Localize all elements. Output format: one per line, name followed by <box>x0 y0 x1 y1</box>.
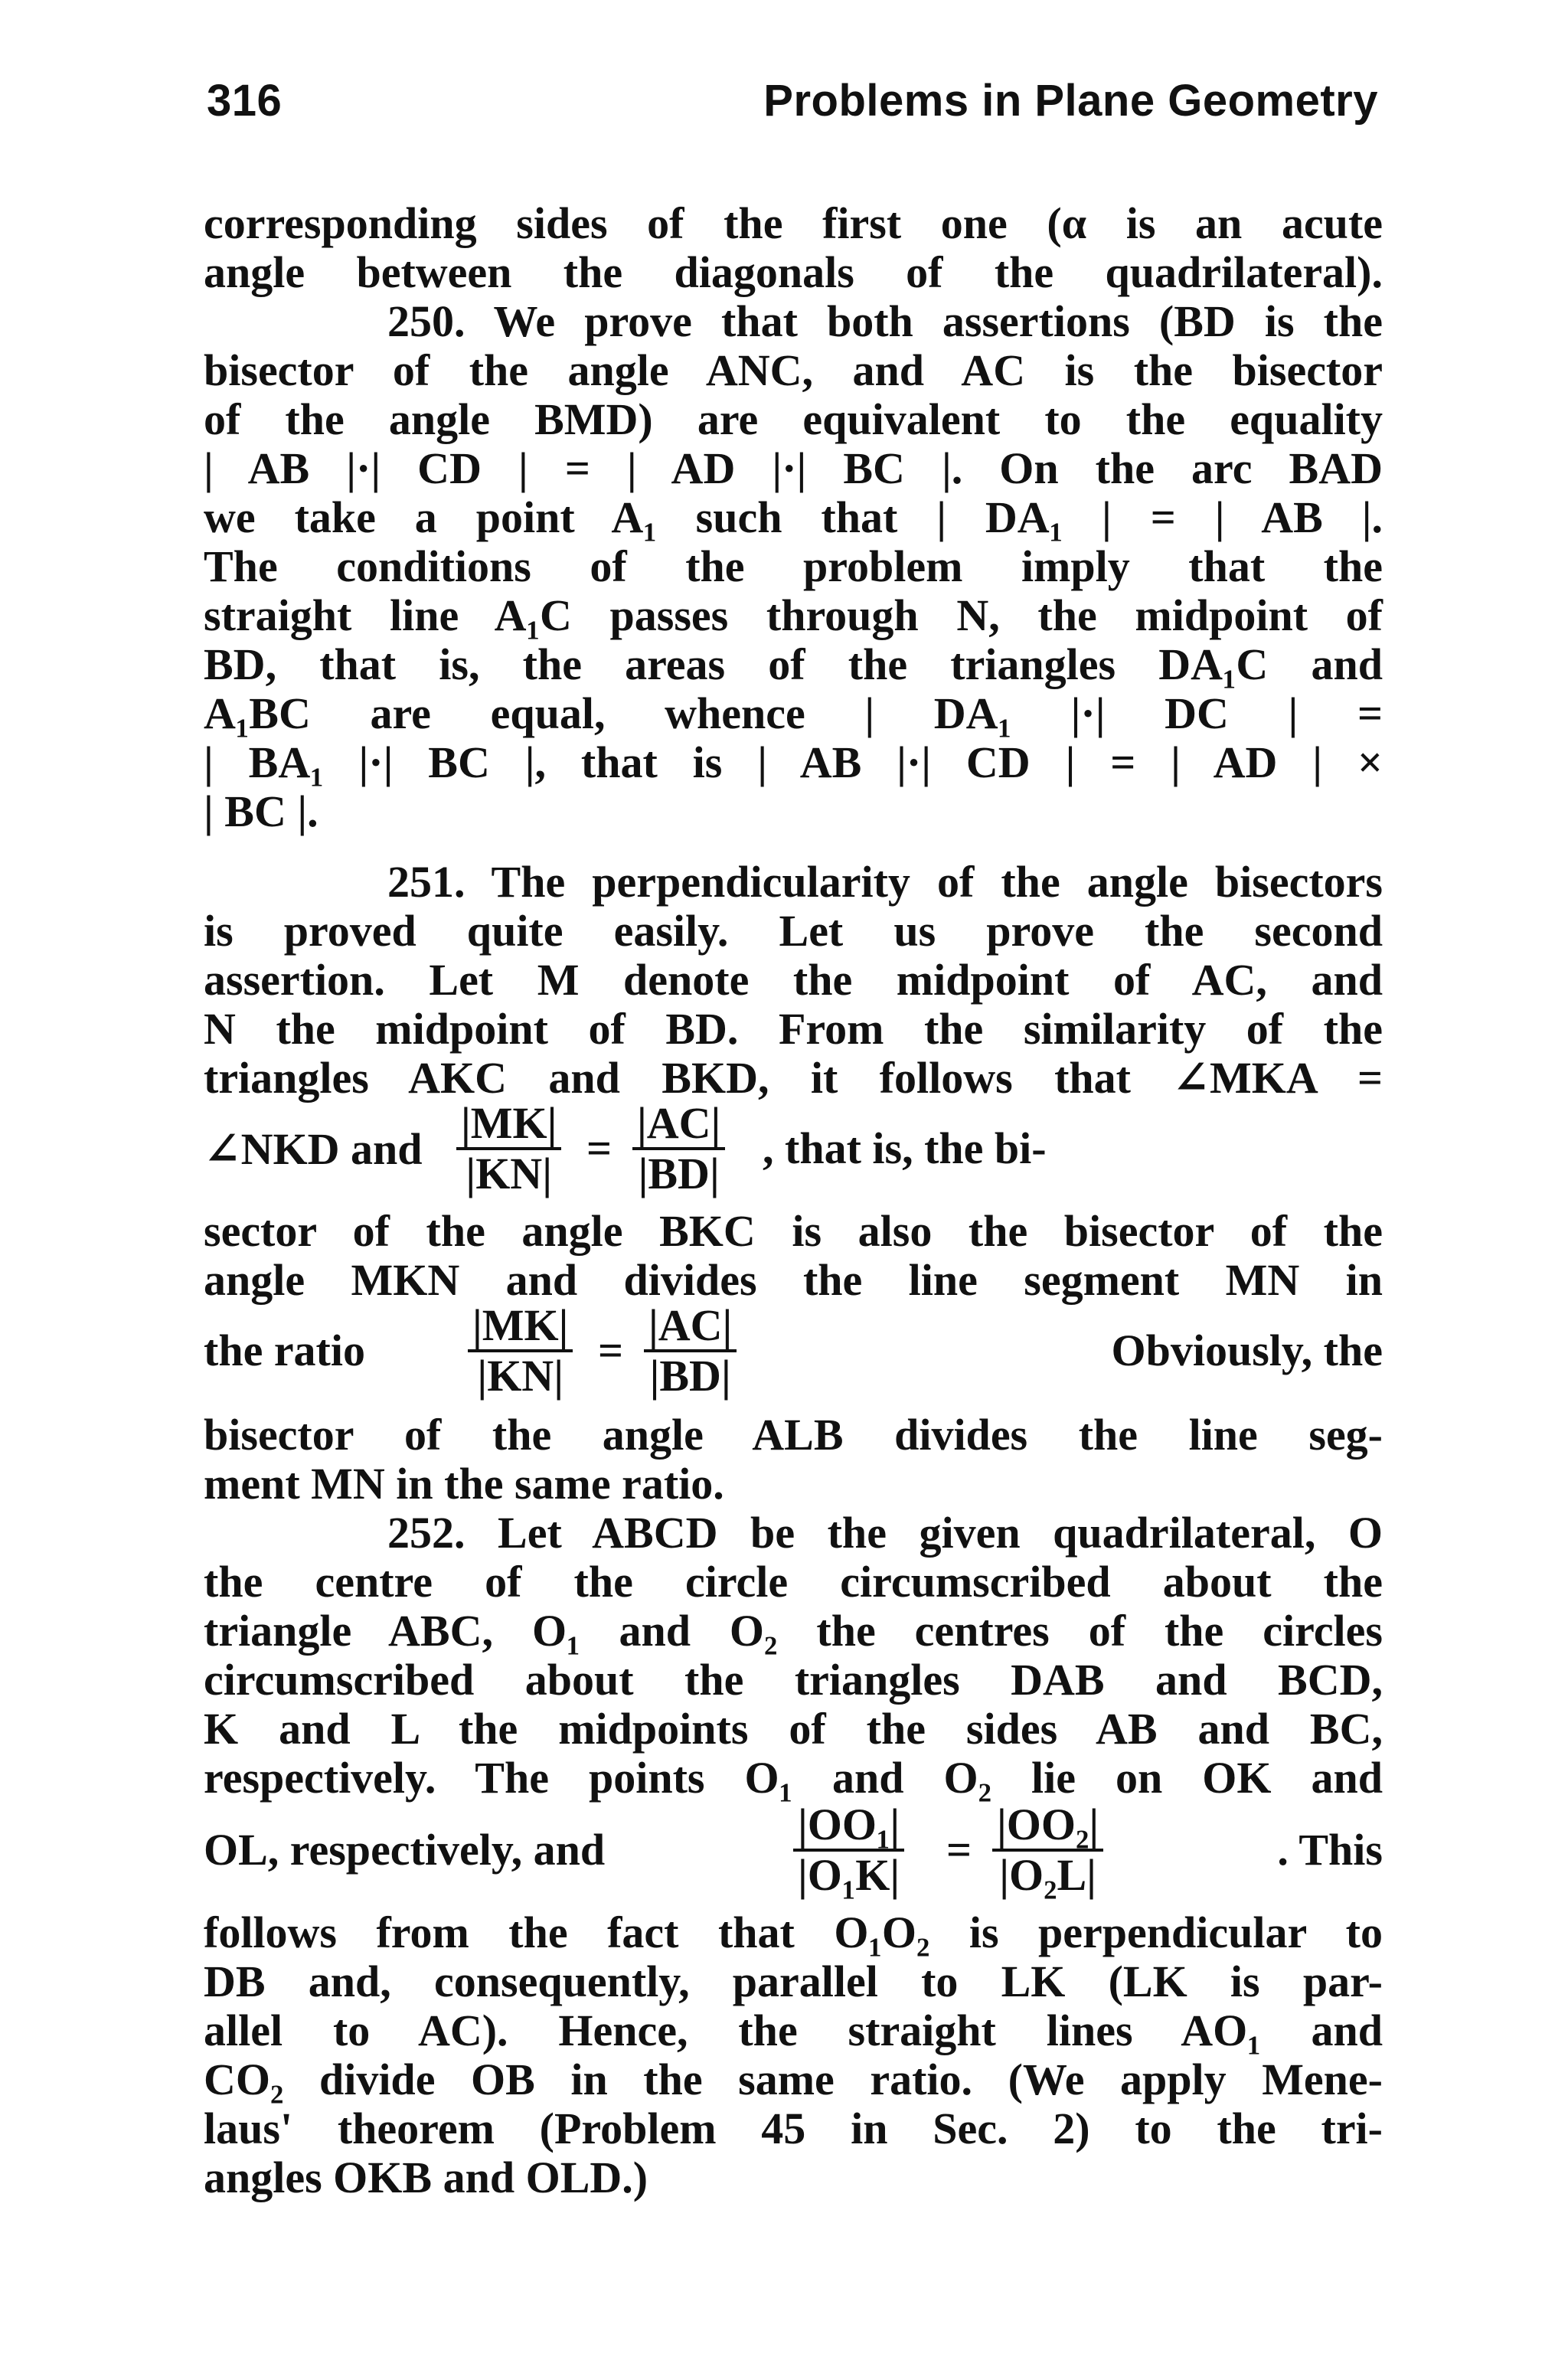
text-line: we take a point A₁ such that | DA₁ | = | AB |. <box>204 492 1383 542</box>
formula-line <box>204 1098 1383 1198</box>
fraction-denominator: |KN| <box>477 1351 564 1401</box>
text-line: 250. We prove that both assertions (BD is the <box>387 296 1383 346</box>
text-line: of the angle BMD) are equivalent to the equality <box>204 394 1383 444</box>
text-line: 251. The perpendicularity of the angle bisectors <box>387 857 1383 907</box>
text-line: The conditions of the problem imply that the <box>204 541 1383 591</box>
text-line: laus' theorem (Problem 45 in Sec. 2) to the tri- <box>204 2104 1383 2153</box>
text-line: triangle ABC, O₁ and O₂ the centres of the circles <box>204 1606 1383 1656</box>
text-line: ment MN in the same ratio. <box>204 1459 724 1509</box>
text-line: corresponding sides of the first one (α is an acute <box>204 198 1383 248</box>
text-line: sector of the angle BKC is also the bisector of the <box>204 1206 1383 1256</box>
text-line: circumscribed about the triangles DAB and BCD, <box>204 1655 1383 1705</box>
fraction-denominator: |BD| <box>649 1351 731 1401</box>
fraction-denominator: |O₂L| <box>999 1850 1096 1900</box>
text-line: DB and, consequently, parallel to LK (LK is par- <box>204 1957 1383 2006</box>
page-header <box>207 75 1378 136</box>
running-title: Problems in Plane Geometry <box>763 76 1378 126</box>
formula-line <box>204 1300 1383 1401</box>
text-line: allel to AC). Hence, the straight lines AO₁ and <box>204 2006 1383 2055</box>
text-line: bisector of the angle ALB divides the line seg- <box>204 1410 1383 1460</box>
fraction <box>793 1800 904 1900</box>
fraction-numerator: |AC| <box>644 1303 737 1352</box>
fraction <box>468 1300 573 1401</box>
text-line: angle between the diagonals of the quadrilateral). <box>204 247 1383 297</box>
formula-tail: . This <box>1277 1825 1383 1875</box>
text-line: bisector of the angle ANC, and AC is the bisector <box>204 345 1383 395</box>
text-line: | BA₁ |·| BC |, that is | AB |·| CD | = | AD | × <box>204 737 1383 787</box>
formula-lead: ∠NKD and <box>204 1124 423 1174</box>
fraction-denominator: |KN| <box>466 1149 552 1198</box>
fraction-denominator: |O₁K| <box>798 1850 900 1900</box>
text-line: assertion. Let M denote the midpoint of AC, and <box>204 955 1383 1005</box>
fraction-numerator: |OO₁| <box>793 1803 904 1852</box>
equals-sign: = <box>946 1825 972 1875</box>
formula-tail: , that is, the bi- <box>763 1123 1047 1173</box>
fraction-numerator: |MK| <box>456 1101 561 1150</box>
formula-line <box>204 1800 1383 1900</box>
fraction <box>456 1098 561 1198</box>
text-line: | AB |·| CD | = | AD |·| BC |. On the arc BAD <box>204 443 1383 493</box>
text-line: BD, that is, the areas of the triangles DA₁C and <box>204 639 1383 689</box>
page-number: 316 <box>207 76 283 126</box>
text-line: A₁BC are equal, whence | DA₁ |·| DC | = <box>204 688 1383 738</box>
text-line: K and L the midpoints of the sides AB and BC, <box>204 1704 1383 1754</box>
text-line: N the midpoint of BD. From the similarity of the <box>204 1004 1383 1054</box>
text-line: angles OKB and OLD.) <box>204 2153 648 2202</box>
text-line: straight line A₁C passes through N, the midpoint of <box>204 590 1383 640</box>
fraction <box>644 1300 737 1401</box>
text-line: follows from the fact that O₁O₂ is perpendicular to <box>204 1908 1383 1957</box>
formula-tail: Obviously, the <box>1111 1326 1383 1375</box>
text-line: triangles AKC and BKD, it follows that ∠MKA = <box>204 1053 1383 1103</box>
equals-sign: = <box>586 1123 612 1173</box>
fraction <box>992 1800 1103 1900</box>
text-line: the centre of the circle circumscribed about the <box>204 1557 1383 1607</box>
text-line: respectively. The points O₁ and O₂ lie on OK and <box>204 1753 1383 1803</box>
text-line: CO₂ divide OB in the same ratio. (We apply Mene- <box>204 2055 1383 2104</box>
fraction <box>632 1098 725 1198</box>
text-line: | BC |. <box>204 786 318 836</box>
text-line: is proved quite easily. Let us prove the second <box>204 906 1383 956</box>
fraction-numerator: |MK| <box>468 1303 573 1352</box>
equals-sign: = <box>598 1326 624 1375</box>
fraction-numerator: |AC| <box>632 1101 725 1150</box>
formula-lead: OL, respectively, and <box>204 1825 606 1875</box>
formula-lead: the ratio <box>204 1326 365 1375</box>
text-line: angle MKN and divides the line segment MN in <box>204 1255 1383 1305</box>
fraction-numerator: |OO₂| <box>992 1803 1103 1852</box>
text-line: 252. Let ABCD be the given quadrilateral, O <box>387 1508 1383 1558</box>
fraction-denominator: |BD| <box>638 1149 720 1198</box>
